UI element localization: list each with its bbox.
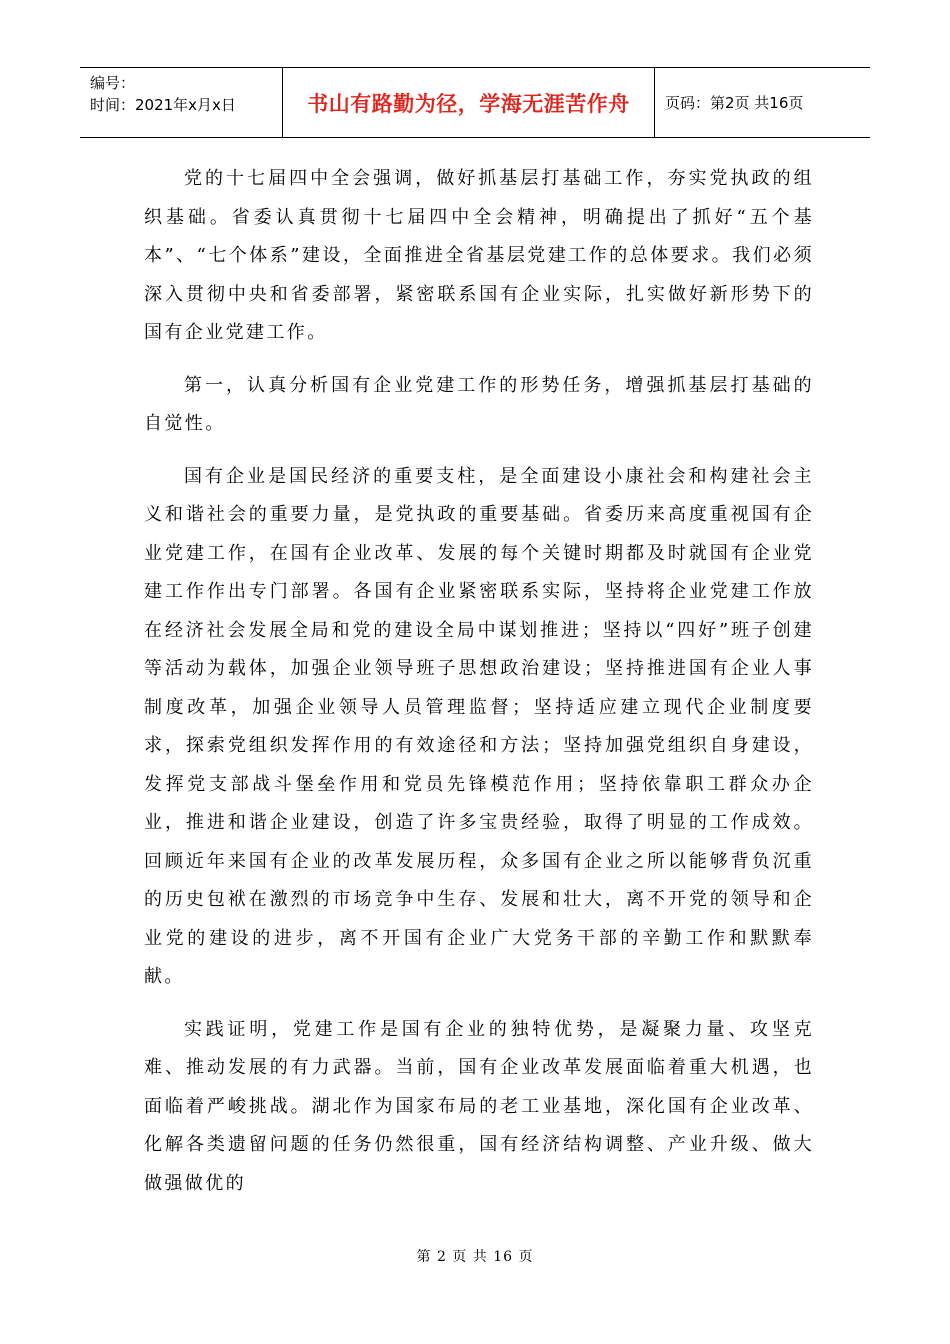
paragraph: 国有企业是国民经济的重要支柱，是全面建设小康社会和构建社会主义和谐社会的重要力量，是党执政的重要基础。省委历来高度重视国有企业党建工作，在国有企业改革、发展的每个关键时期都及时就国有企业党建工作作出专门部署。各国有企业紧密联系实际，坚持将企业党建工作放在经济社会发展全局和党的建设全局中谋划推进；坚持以“四好”班子创建等活动为载体，加强企业领导班子思想政治建设；坚持推进国有企业人事制度改革，加强企业领导人员管理监督；坚持适应建立现代企业制度要求，探索党组织发挥作用的有效途径和方法；坚持加强党组织自身建设，发挥党支部战斗堡垒作用和党员先锋模范作用；坚持依靠职工群众办企业，推进和谐企业建设，创造了许多宝贵经验，取得了明显的工作成效。回顾近年来国有企业的改革发展历程，众多国有企业之所以能够背负沉重的历史包袱在激烈的市场竞争中生存、发展和壮大，离不开党的领导和企业党的建设的进步，离不开国有企业广大党务干部的辛勤工作和默默奉献。 [144,465,814,987]
document-date-label: 时间：2021年x月x日 [90,96,236,114]
paragraph: 实践证明，党建工作是国有企业的独特优势，是凝聚力量、攻坚克难、推动发展的有力武器。当前，国有企业改革发展面临着重大机遇，也面临着严峻挑战。湖北作为国家布局的老工业基地，深化国有企业改革、化解各类遗留问题的任务仍然很重，国有经济结构调整、产业升级、做大做强做优的 [144,1018,814,1194]
document-body [144,160,814,1203]
section-heading-paragraph: 第一，认真分析国有企业党建工作的形势任务，增强抓基层打基础的自觉性。 [144,374,814,434]
document-number-label: 编号： [90,74,136,92]
header-motto: 书山有路勤为径，学海无涯苦作舟 [283,68,655,137]
page-footer: 第 2 页 共 16 页 [416,1249,534,1265]
paragraph: 党的十七届四中全会强调，做好抓基层打基础工作，夯实党执政的组织基础。省委认真贯彻十七届四中全会精神，明确提出了抓好“五个基本”、“七个体系”建设，全面推进全省基层党建工作的总体要求。我们必须深入贯彻中央和省委部署，紧密联系国有企业实际，扎实做好新形势下的国有企业党建工作。 [144,168,814,343]
header-page-info: 页码：第2页 共16页 [665,94,804,112]
document-header [80,67,870,138]
header-meta-cell [80,68,283,137]
